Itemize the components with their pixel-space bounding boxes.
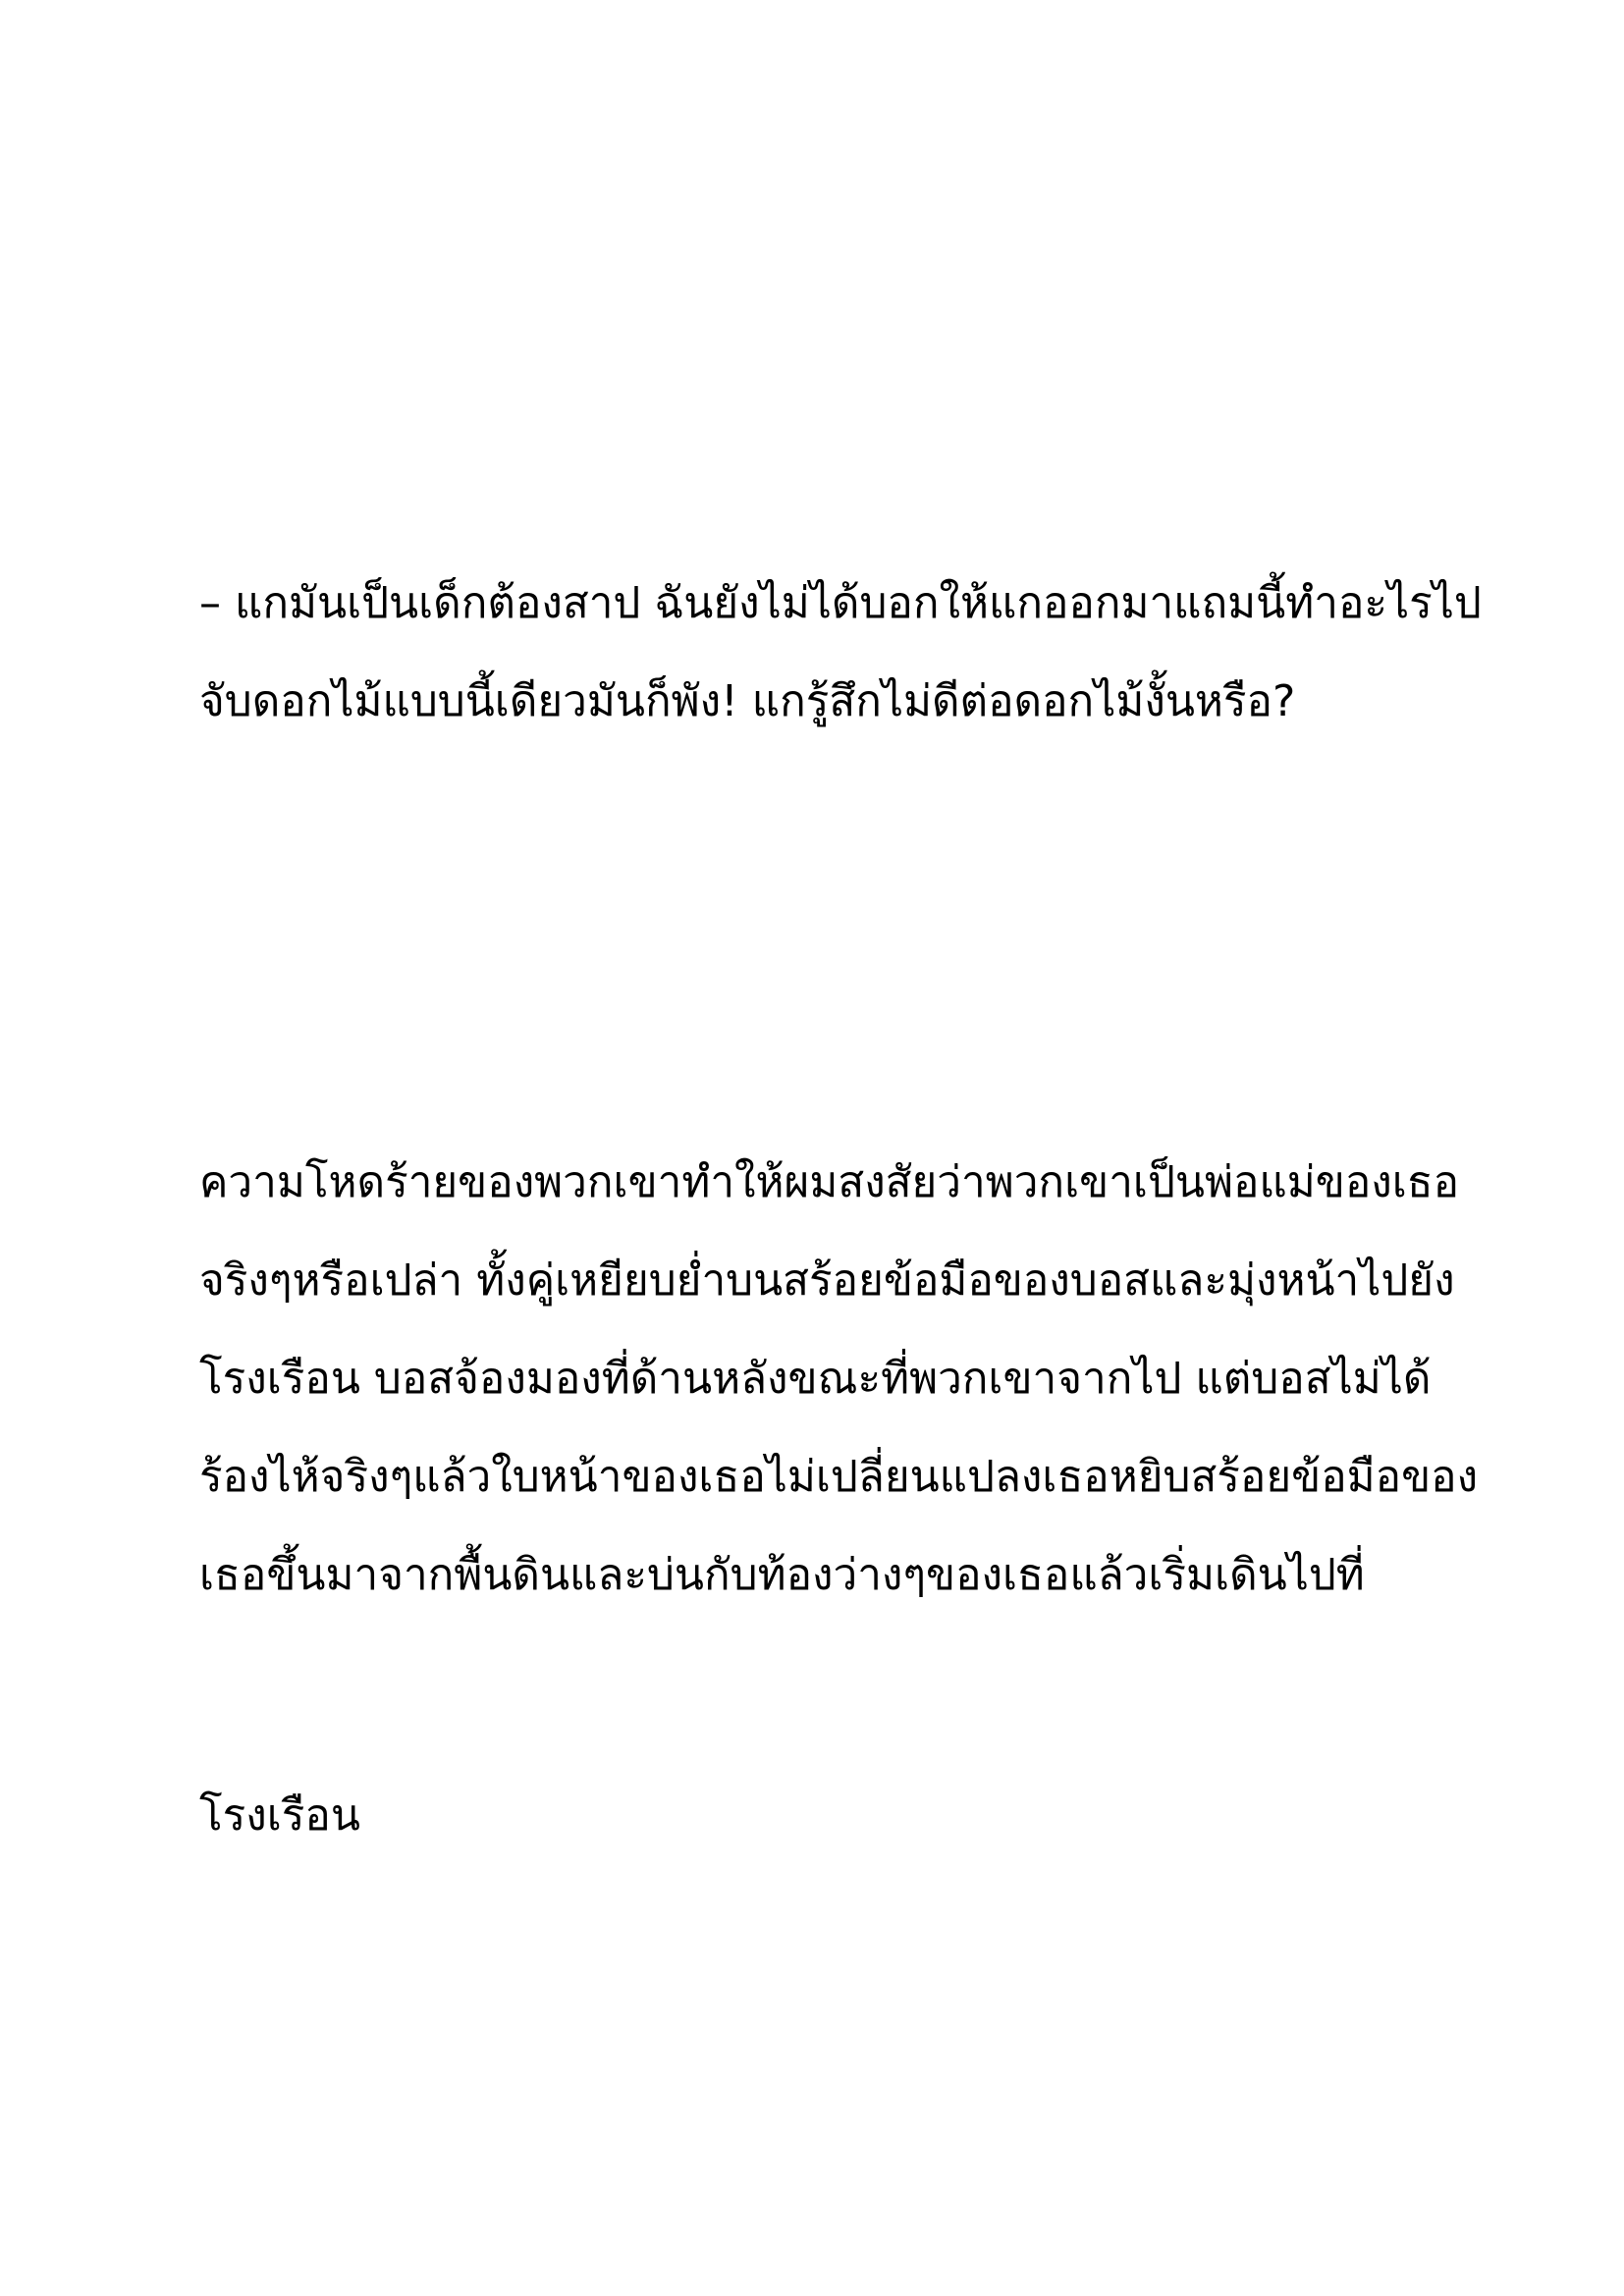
- text-line: โรงเรือน บอสจ้องมองที่ด้านหลังขณะที่พวกเขาจากไป แต่บอสไม่ได้: [199, 1354, 1432, 1404]
- text-line: จริงๆหรือเปล่า ทั้งคู่เหยียบย่ำบนสร้อยข้อมือของบอสและมุ่งหน้าไปยัง: [199, 1255, 1455, 1306]
- text-line: เธอขึ้นมาจากพื้นดินและบ่นกับท้องว่างๆของเธอแล้วเริ่มเดินไปที่: [199, 1550, 1365, 1600]
- text-line: ร้องไห้จริงๆแล้วใบหน้าของเธอไม่เปลี่ยนแปลงเธอหยิบสร้อยข้อมือของ: [199, 1452, 1479, 1502]
- text-line: จับดอกไม้แบบนี้เดียวมันก็พัง! แกรู้สึกไม่ดีต่อดอกไม้งั้นหรือ?: [199, 676, 1296, 726]
- text-line: – แกมันเป็นเด็กต้องสาป ฉันยังไม่ได้บอกให้แกออกมาแถมนี้ทำอะไรไป: [199, 578, 1482, 628]
- text-line: โรงเรือน: [199, 1790, 360, 1841]
- text-line: ความโหดร้ายของพวกเขาทำให้ผมสงสัยว่าพวกเขาเป็นพ่อแม่ของเธอ: [199, 1157, 1460, 1207]
